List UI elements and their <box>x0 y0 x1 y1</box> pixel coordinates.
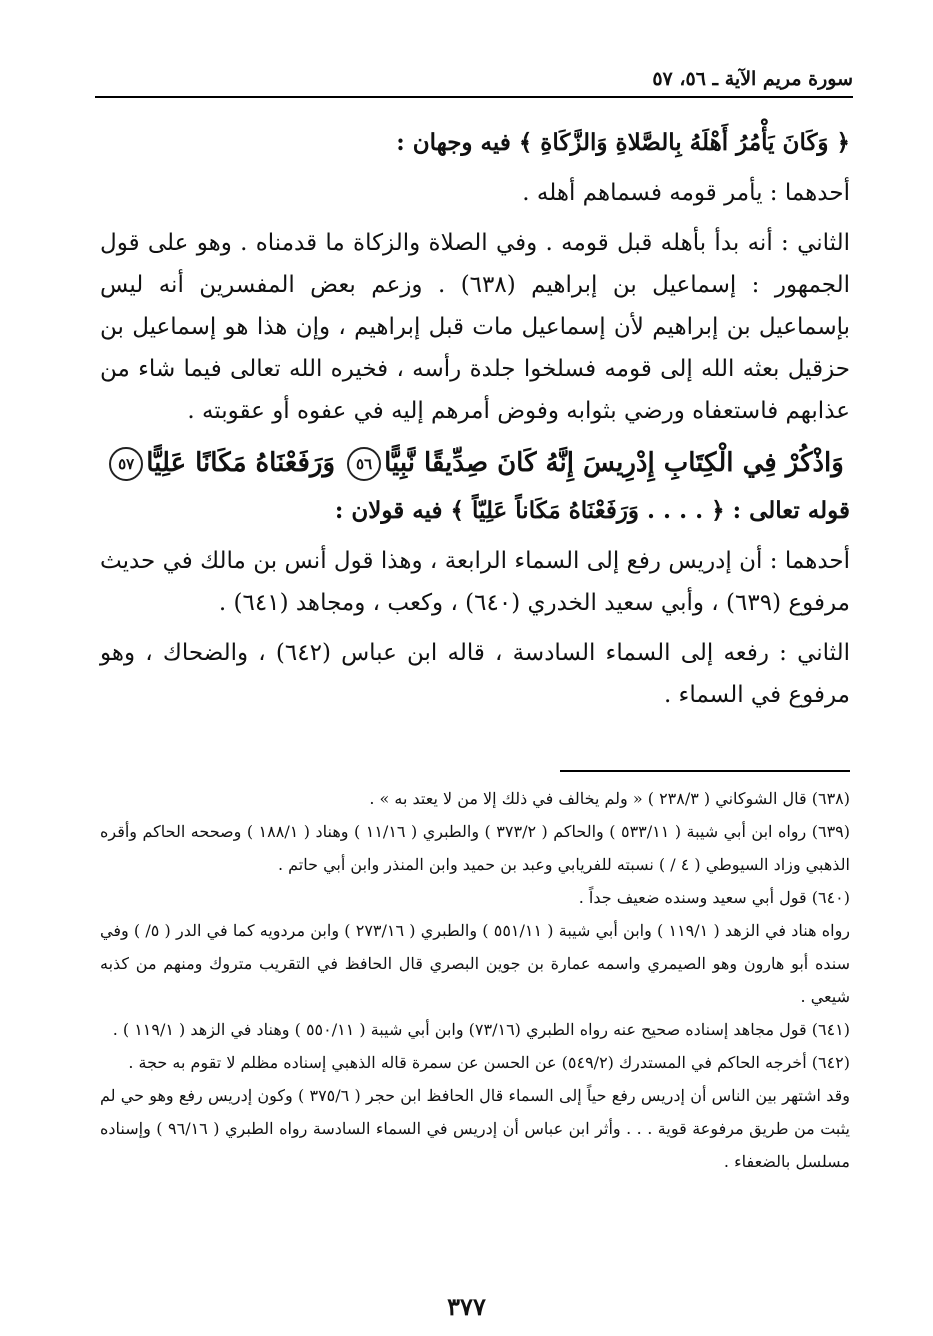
commentary-heading: قوله تعالى : ﴿ . . . . وَرَفَعْنَاهُ مَكَاناً عَلِيّاً ﴾ فيه قولان : <box>334 497 850 524</box>
footnote-separator <box>560 770 850 772</box>
footnote-638: (٦٣٨) قال الشوكاني ( ٢٣٨/٣ ) « ولم يخالف في ذلك إلا من لا يعتد به » . <box>369 789 850 808</box>
footnote-639: (٦٣٩) رواه ابن أبي شيبة ( ٥٣٣/١١ ) والحاكم ( ٣٧٣/٢ ) والطبري ( ١١/١٦ ) وهناد ( ١٨٨/١ ) وصححه الحاكم وأقره الذهبي وزاد السيوطي ( ٤ / ) نسبته للفريابي وعبد بن حميد وابن المنذر وابن أبي حاتم . <box>100 822 850 874</box>
footnote-642-detail: وقد اشتهر بين الناس أن إدريس رفع حياً إلى السماء قال الحافظ ابن حجر ( ٣٧٥/٦ ) وكون إدريس رفع وهو حي لم يثبت من طريق مرفوعة قوية . . . وأثر ابن عباس أن إدريس في السماء السادسة رواه الطبري ( ٩٦/١٦ ) وإسناده مسلسل بالضعفاء . <box>100 1086 851 1171</box>
paragraph-opinion-two: الثاني : رفعه إلى السماء السادسة ، قاله ابن عباس (٦٤٢) ، والضحاك ، وهو مرفوع في السماء . <box>100 640 850 708</box>
verse-text-56: وَاذْكُرْ فِي الْكِتَابِ إِدْرِيسَ إِنَّهُ كَانَ صِدِّيقًا نَّبِيًّا <box>384 448 844 478</box>
quran-verse <box>100 438 850 488</box>
verse-text-57: وَرَفَعْنَاهُ مَكَانًا عَلِيًّا <box>146 448 336 478</box>
verse-number-56: ٥٦ <box>347 447 381 481</box>
paragraph-second-view: الثاني : أنه بدأ بأهله قبل قومه . وفي الصلاة والزكاة ما قدمناه . وهو على قول الجمهور : إسماعيل بن إبراهيم (٦٣٨) . وزعم بعض المفسرين أنه ليس بإسماعيل بن إبراهيم لأن إسماعيل مات قبل إبراهيم ، وإن هذا هو إسماعيل بن حزقيل بعثه الله إلى قومه فسلخوا جلدة رأسه ، فخيره الله تعالى فيما شاء من عذابهم فاستعفاه ورضي بثوابه وفوض أمرهم إليه في عفوه أو عقوبته . <box>100 230 850 424</box>
page-number: ٣٧٧ <box>447 1292 486 1321</box>
footnotes <box>100 782 850 1178</box>
running-header <box>95 62 853 98</box>
paragraph-opinion-one: أحدهما : أن إدريس رفع إلى السماء الرابعة ، وهذا قول أنس بن مالك في حديث مرفوع (٦٣٩) ، وأبي سعيد الخدري (٦٤٠) ، وكعب ، ومجاهد (٦٤١) . <box>100 548 850 616</box>
main-text <box>100 122 850 716</box>
footnote-642: (٦٤٢) أخرجه الحاكم في المستدرك (٥٤٩/٢) عن الحسن عن سمرة قاله الذهبي إسناده مظلم لا تقوم به حجة . <box>128 1053 850 1072</box>
footnote-641: (٦٤١) قول مجاهد إسناده صحيح عنه رواه الطبري (٧٣/١٦) وابن أبي شيبة ( ٥٥٠/١١ ) وهناد في الزهد ( ١١٩/١ ) . <box>112 1020 850 1039</box>
paragraph-first-view: أحدهما : يأمر قومه فسماهم أهله . <box>522 180 850 206</box>
header-title: سورة مريم الآية ـ ٥٦، ٥٧ <box>652 68 853 90</box>
footnote-640-detail: رواه هناد في الزهد ( ١١٩/١ ) وابن أبي شيبة ( ٥٥١/١١ ) والطبري ( ٢٧٣/١٦ ) وابن مردويه كما في الدر ( ٥/ ) وفي سنده أبو هارون وهو الصيمري واسمه عمارة بن جوين البصري قال الحافظ في التقريب متروك ومنهم من كذبه شيعي . <box>100 921 851 1006</box>
verse-number-57: ٥٧ <box>109 447 143 481</box>
footnote-640: (٦٤٠) قول أبي سعيد وسنده ضعيف جداً . <box>578 888 850 907</box>
header-rule <box>95 96 853 98</box>
verse-heading: ﴿ وَكَانَ يَأْمُرُ أَهْلَهُ بِالصَّلاةِ وَالزَّكَاةِ ﴾ فيه وجهان : <box>396 129 850 156</box>
